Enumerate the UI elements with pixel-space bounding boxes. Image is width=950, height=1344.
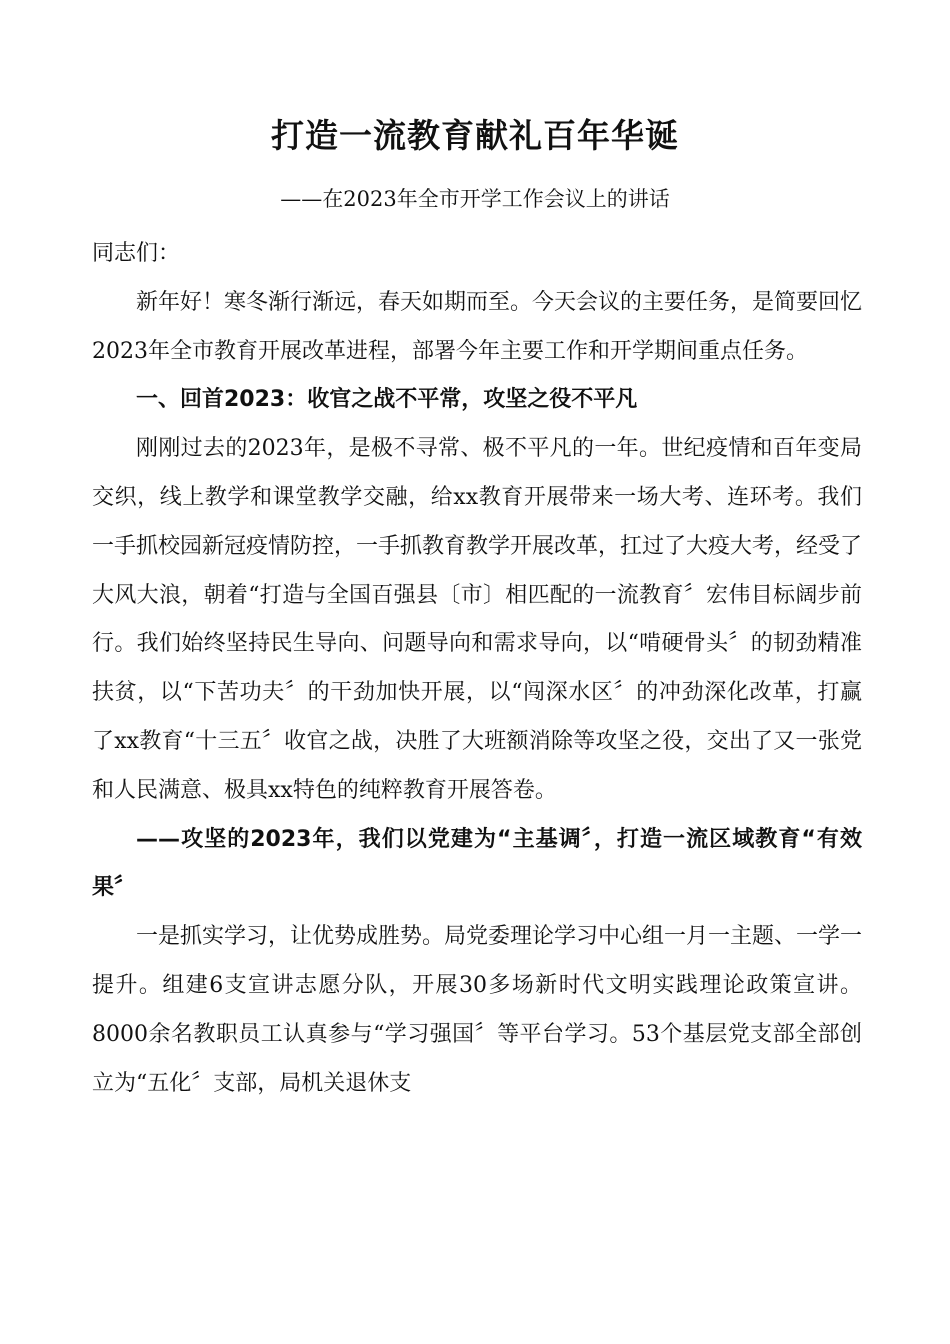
paragraph-intro: 新年好！寒冬渐行渐远，春天如期而至。今天会议的主要任务，是简要回忆2023年全市教育开展改革进程，部署今年主要工作和开学期间重点任务。 (92, 289, 863, 364)
document-title: 打造一流教育献礼百年华诞 (271, 116, 679, 155)
document-subtitle: ——在2023年全市开学工作会议上的讲话 (280, 187, 670, 211)
subsection-heading-party-building: ——攻坚的2023年，我们以党建为“主基调〞，打造一流区域教育“有效果〞 (92, 826, 862, 901)
section-heading-1: 一、回首2023：收官之战不平常，攻坚之役不平凡 (136, 387, 638, 413)
document-body (92, 230, 862, 1108)
paragraph-study: 一是抓实学习，让优势成胜势。局党委理论学习中心组一月一主题、一学一提升。组建6支宣讲志愿分队，开展30多场新时代文明实践理论政策宣讲。8000余名教职员工认真参与“学习强国〞等平台学习。53个基层党支部全部创立为“五化〞支部，局机关退休支 (92, 924, 863, 1096)
salutation: 同志们： (92, 241, 181, 266)
paragraph-review: 刚刚过去的2023年，是极不寻常、极不平凡的一年。世纪疫情和百年变局交织，线上教学和课堂教学交融，给xx教育开展带来一场大考、连环考。我们一手抓校园新冠疫情防控，一手抓教育教学开展改革，扛过了大疫大考，经受了大风大浪，朝着“打造与全国百强县〔市〕相匹配的一流教育〞宏伟目标阔步前行。我们始终坚持民生导向、问题导向和需求导向，以“啃硬骨头〞的韧劲精准扶贫，以“下苦功夫〞的干劲加快开展，以“闯深水区〞的冲劲深化改革，打赢了xx教育“十三五〞收官之战，决胜了大班额消除等攻坚之役，交出了又一张党和人民满意、极具xx特色的纯粹教育开展答卷。 (92, 436, 863, 803)
